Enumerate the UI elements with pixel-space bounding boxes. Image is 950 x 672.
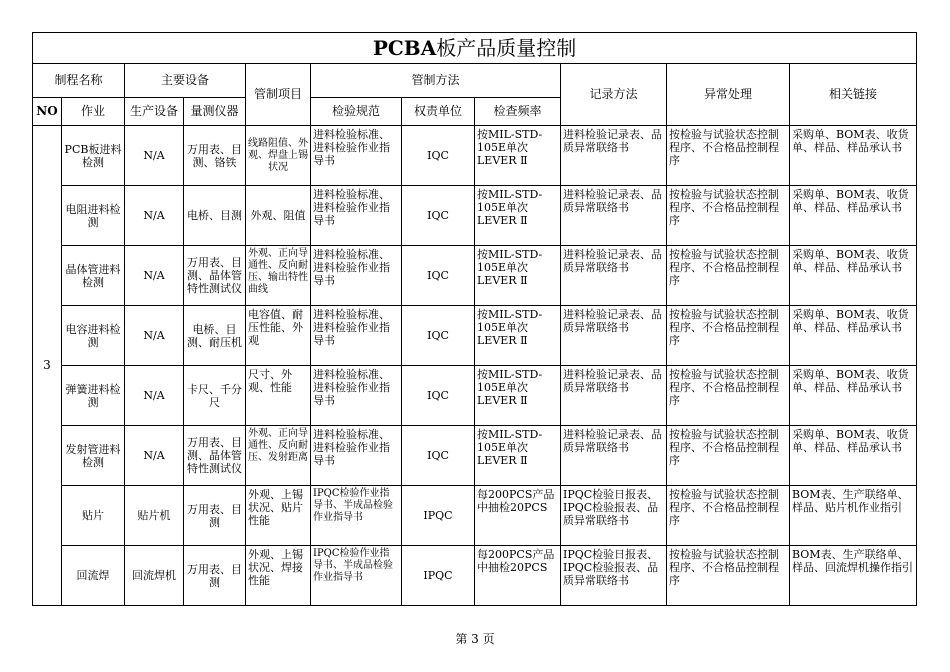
header-related-links: 相关链接 (790, 64, 917, 126)
cell-control-item: 尺寸、外观、性能 (246, 366, 311, 426)
cell-responsible-unit: IQC (402, 366, 475, 426)
cell-responsible-unit: IQC (402, 306, 475, 366)
cell-exception-handling: 按检验与试验状态控制程序、不合格品控制程序 (667, 546, 790, 606)
cell-control-item: 电容值、耐压性能、外观 (246, 306, 311, 366)
cell-record-method: 进料检验记录表、品质异常联络书 (561, 186, 667, 246)
cell-responsible-unit: IQC (402, 426, 475, 486)
cell-control-item: 外观、上锡状况、贴片性能 (246, 486, 311, 546)
cell-production-equipment: N/A (125, 126, 184, 186)
table-row (33, 186, 917, 246)
cell-responsible-unit: IPQC (402, 546, 475, 606)
cell-operation: 晶体管进料检测 (62, 246, 125, 306)
cell-related-links: 采购单、BOM表、收货单、样品、样品承认书 (790, 186, 917, 246)
cell-exception-handling: 按检验与试验状态控制程序、不合格品控制程序 (667, 486, 790, 546)
header-process-name: 制程名称 (33, 64, 125, 98)
table-row (33, 126, 917, 186)
cell-control-item: 外观、上锡状况、焊接性能 (246, 546, 311, 606)
quality-control-sheet (32, 32, 916, 606)
cell-exception-handling: 按检验与试验状态控制程序、不合格品控制程序 (667, 426, 790, 486)
page-footer: 第 3 页 (455, 632, 495, 646)
cell-operation: 贴片 (62, 486, 125, 546)
cell-inspection-spec: IPQC检验作业指导书、半成品检验作业指导书 (311, 486, 402, 546)
header-exception-handling: 异常处理 (667, 64, 790, 126)
cell-measuring-instrument: 电桥、目测、耐压机 (184, 306, 246, 366)
header-no: NO (33, 98, 62, 126)
cell-related-links: 采购单、BOM表、收货单、样品、样品承认书 (790, 246, 917, 306)
cell-exception-handling: 按检验与试验状态控制程序、不合格品控制程序 (667, 126, 790, 186)
cell-control-item: 外观、正向导通性、反向耐压、输出特性曲线 (246, 246, 311, 306)
header-control-method: 管制方法 (311, 64, 561, 98)
cell-measuring-instrument: 万用表、目测、铬铁 (184, 126, 246, 186)
cell-related-links: 采购单、BOM表、收货单、样品、样品承认书 (790, 126, 917, 186)
cell-exception-handling: 按检验与试验状态控制程序、不合格品控制程序 (667, 366, 790, 426)
cell-inspection-spec: 进料检验标准、进料检验作业指导书 (311, 306, 402, 366)
cell-operation: 电阻进料检测 (62, 186, 125, 246)
cell-measuring-instrument: 万用表、目测、晶体管特性测试仪 (184, 246, 246, 306)
header-operation: 作业 (62, 98, 125, 126)
cell-responsible-unit: IPQC (402, 486, 475, 546)
cell-exception-handling: 按检验与试验状态控制程序、不合格品控制程序 (667, 246, 790, 306)
cell-inspection-frequency: 每200PCS产品中抽检20PCS (475, 546, 561, 606)
group-number: 3 (33, 126, 62, 606)
cell-production-equipment: 回流焊机 (125, 546, 184, 606)
cell-inspection-frequency: 按MIL-STD-105E单次LEVER Ⅱ (475, 366, 561, 426)
header-responsible-unit: 权责单位 (402, 98, 475, 126)
cell-operation: 发射管进料检测 (62, 426, 125, 486)
cell-measuring-instrument: 万用表、目测、晶体管特性测试仪 (184, 426, 246, 486)
cell-related-links: 采购单、BOM表、收货单、样品、样品承认书 (790, 306, 917, 366)
cell-exception-handling: 按检验与试验状态控制程序、不合格品控制程序 (667, 306, 790, 366)
cell-inspection-frequency: 按MIL-STD-105E单次LEVER Ⅱ (475, 126, 561, 186)
page-title: PCBA板产品质量控制 (33, 33, 917, 64)
table-row (33, 426, 917, 486)
cell-inspection-spec: IPQC检验作业指导书、半成品检验作业指导书 (311, 546, 402, 606)
cell-record-method: 进料检验记录表、品质异常联络书 (561, 246, 667, 306)
cell-inspection-spec: 进料检验标准、进料检验作业指导书 (311, 186, 402, 246)
cell-inspection-frequency: 按MIL-STD-105E单次LEVER Ⅱ (475, 306, 561, 366)
quality-control-table (32, 32, 917, 606)
cell-control-item: 外观、正向导通性、反向耐压、发射距离 (246, 426, 311, 486)
cell-operation: PCB板进料检测 (62, 126, 125, 186)
cell-record-method: 进料检验记录表、品质异常联络书 (561, 126, 667, 186)
header-main-equipment: 主要设备 (125, 64, 246, 98)
cell-record-method: 进料检验记录表、品质异常联络书 (561, 306, 667, 366)
header-measuring-instrument: 量测仪器 (184, 98, 246, 126)
table-row (33, 486, 917, 546)
cell-inspection-spec: 进料检验标准、进料检验作业指导书 (311, 426, 402, 486)
cell-related-links: BOM表、生产联络单、样品、贴片机作业指引 (790, 486, 917, 546)
cell-control-item: 线路阻值、外观、焊盘上锡状况 (246, 126, 311, 186)
cell-inspection-frequency: 每200PCS产品中抽检20PCS (475, 486, 561, 546)
cell-inspection-spec: 进料检验标准、进料检验作业指导书 (311, 126, 402, 186)
table-row (33, 246, 917, 306)
table-row (33, 546, 917, 606)
table-row (33, 306, 917, 366)
cell-production-equipment: N/A (125, 426, 184, 486)
cell-inspection-spec: 进料检验标准、进料检验作业指导书 (311, 366, 402, 426)
cell-measuring-instrument: 万用表、目测 (184, 486, 246, 546)
cell-measuring-instrument: 万用表、目测 (184, 546, 246, 606)
cell-exception-handling: 按检验与试验状态控制程序、不合格品控制程序 (667, 186, 790, 246)
header-inspection-spec: 检验规范 (311, 98, 402, 126)
cell-measuring-instrument: 卡尺、千分尺 (184, 366, 246, 426)
cell-inspection-spec: 进料检验标准、进料检验作业指导书 (311, 246, 402, 306)
cell-production-equipment: N/A (125, 366, 184, 426)
cell-record-method: IPQC检验日报表、IPQC检验报表、品质异常联络书 (561, 486, 667, 546)
cell-responsible-unit: IQC (402, 126, 475, 186)
header-control-item: 管制项目 (246, 64, 311, 126)
cell-measuring-instrument: 电桥、目测 (184, 186, 246, 246)
cell-responsible-unit: IQC (402, 186, 475, 246)
cell-control-item: 外观、阻值 (246, 186, 311, 246)
cell-record-method: 进料检验记录表、品质异常联络书 (561, 366, 667, 426)
header-record-method: 记录方法 (561, 64, 667, 126)
cell-operation: 回流焊 (62, 546, 125, 606)
cell-production-equipment: N/A (125, 306, 184, 366)
cell-production-equipment: N/A (125, 246, 184, 306)
table-row (33, 366, 917, 426)
cell-related-links: 采购单、BOM表、收货单、样品、样品承认书 (790, 366, 917, 426)
header-inspection-frequency: 检查频率 (475, 98, 561, 126)
cell-record-method: IPQC检验日报表、IPQC检验报表、品质异常联络书 (561, 546, 667, 606)
cell-inspection-frequency: 按MIL-STD-105E单次LEVER Ⅱ (475, 426, 561, 486)
cell-operation: 电容进料检测 (62, 306, 125, 366)
cell-production-equipment: 贴片机 (125, 486, 184, 546)
cell-production-equipment: N/A (125, 186, 184, 246)
cell-responsible-unit: IQC (402, 246, 475, 306)
cell-operation: 弹簧进料检测 (62, 366, 125, 426)
cell-inspection-frequency: 按MIL-STD-105E单次LEVER Ⅱ (475, 186, 561, 246)
header-production-equipment: 生产设备 (125, 98, 184, 126)
cell-related-links: BOM表、生产联络单、样品、回流焊机操作指引 (790, 546, 917, 606)
cell-record-method: 进料检验记录表、品质异常联络书 (561, 426, 667, 486)
cell-inspection-frequency: 按MIL-STD-105E单次LEVER Ⅱ (475, 246, 561, 306)
cell-related-links: 采购单、BOM表、收货单、样品、样品承认书 (790, 426, 917, 486)
